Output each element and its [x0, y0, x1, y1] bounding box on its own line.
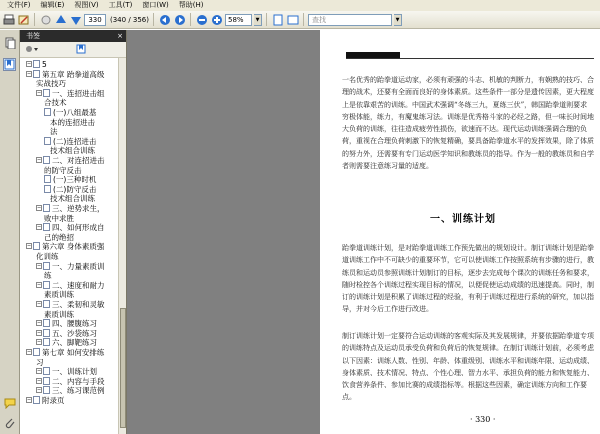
bookmark-item[interactable]	[36, 338, 97, 347]
bookmark-label: 实战技巧	[36, 79, 66, 89]
bookmark-item[interactable]	[36, 204, 105, 213]
panel-title: 书签	[26, 32, 40, 40]
expand-toggle-icon[interactable]: −	[37, 377, 42, 384]
bookmark-label: 第五章 跆拳道高级	[42, 69, 105, 79]
toolbar-separator	[34, 13, 35, 26]
bookmark-label: 第七章 如何安排练	[42, 348, 105, 357]
bookmark-label: (二)防守反击	[53, 184, 97, 194]
page-number-input[interactable]: 330	[84, 14, 106, 26]
pages-icon[interactable]	[3, 36, 16, 49]
menu-file[interactable]: 文件(F)	[7, 1, 31, 9]
expand-toggle-icon[interactable]: −	[27, 349, 32, 355]
bookmark-label: 四、腰腹练习	[52, 319, 97, 329]
fit-width-icon[interactable]	[286, 13, 299, 26]
zoom-dropdown-icon[interactable]: ▼	[254, 14, 262, 26]
bookmark-label: 二、速度和耐力	[52, 280, 105, 290]
bookmark-page-icon	[43, 329, 50, 337]
bookmark-label: 二、对连招进击	[52, 156, 105, 165]
bookmark-item[interactable]	[44, 166, 82, 175]
paragraph-1: 一名优秀的跆拳道运动家，必须有顽强的斗志、机敏的判断力，有娴熟的技巧、合理的战术，还要有全面而良好的身体素质。这些条件一部分是遗传因素，更大程度上是依靠艰苦的训练。中国武术强调“冬练三九，夏练三伏”，韩国跆拳道则要求穷极体能，练力，有魔鬼练习法。训练是优秀格斗家的必经之路，但一味长时间地大负荷的训练，往往造成疲劳性损伤，欲速而不达。现代运动训练强调合理的负荷，重视在合理负荷刺激下的恢复精确，要具备跆拳道水平的发挥效果，除了体质的努力外，还需要有专门运动医学知识和教练员的指导。作为一般的教练员和自学者则需要注意练习量的适度。	[342, 76, 594, 171]
bookmark-label: 练	[44, 271, 52, 281]
search-input[interactable]: 查找	[308, 14, 392, 26]
bookmark-item[interactable]	[36, 386, 105, 395]
bookmark-label: 5	[42, 60, 47, 69]
bookmark-tree	[20, 58, 126, 434]
toolbar-separator	[153, 13, 154, 26]
paragraph-2: 跆拳道训练计划，是对跆拳道训练工作预先做出的规划设计。制订训练计划是跆拳道训练工作中不可缺少的重要环节，它可以使训练工作按照系统有步骤的进行，教练员和运动员参照训练计划制订的目标，逐步去完成每个课次的训练任务和要求，随时检控各个训练过程实现目标的情况，以便促使运动成绩的迅速提高。同时，制订的训练计划是积累了训练过程的经验，有利于训练过程进行系统的研究，加以指导，并对今后工作进行改进。	[342, 244, 594, 314]
bookmark-item[interactable]	[50, 127, 58, 136]
bookmark-label: 二、内容与手段	[52, 376, 105, 386]
bookmark-label: 己的绝招	[44, 232, 74, 242]
close-panel-button[interactable]: ×	[117, 32, 123, 40]
bookmark-item[interactable]	[26, 396, 65, 405]
bookmark-page-icon	[43, 156, 50, 164]
bookmark-label: 法	[50, 127, 58, 137]
search-dropdown-icon[interactable]: ▼	[394, 14, 402, 26]
expand-toggle-icon[interactable]: −	[37, 329, 42, 336]
comments-icon[interactable]	[3, 396, 16, 409]
arrow-forward-icon[interactable]	[173, 13, 186, 26]
bookmark-item[interactable]	[36, 358, 44, 367]
bookmark-item[interactable]	[36, 262, 105, 271]
bookmark-item[interactable]	[44, 108, 96, 117]
expand-toggle-icon[interactable]: −	[37, 281, 42, 288]
bookmark-label: 四、如何形成自	[52, 223, 105, 233]
bookmark-label: (一)三种时机	[53, 175, 97, 185]
zoom-input[interactable]: 58%	[225, 14, 252, 26]
fit-page-icon[interactable]	[271, 13, 284, 26]
zoom-in-icon[interactable]	[210, 13, 223, 26]
page-count: (340 / 356)	[110, 15, 149, 24]
bookmark-item[interactable]	[26, 242, 104, 251]
bookmarks-panel	[20, 30, 127, 434]
running-header-line	[346, 58, 594, 59]
page-number: · 330 ·	[470, 415, 496, 424]
menu-tools[interactable]: 工具(T)	[108, 1, 133, 9]
bookmark-item[interactable]	[44, 233, 74, 242]
bookmark-item[interactable]	[36, 319, 97, 328]
bookmark-label: 三、逆势求生，	[52, 204, 105, 213]
bookmark-item[interactable]	[36, 281, 105, 290]
bookmark-page-icon	[43, 319, 50, 327]
expand-toggle-icon[interactable]: −	[37, 89, 42, 96]
bookmark-page-icon	[43, 367, 50, 375]
panel-header	[20, 30, 126, 42]
bookmark-label: 六、脚靶练习	[52, 338, 97, 348]
new-bookmark-icon[interactable]	[76, 44, 88, 56]
bookmark-item[interactable]	[44, 98, 67, 107]
bookmark-item[interactable]	[26, 70, 104, 79]
expand-toggle-icon[interactable]: −	[27, 397, 32, 403]
expand-toggle-icon[interactable]: −	[37, 387, 42, 394]
bookmark-page-icon	[43, 386, 50, 394]
bookmark-item[interactable]	[36, 300, 105, 309]
print-icon[interactable]	[2, 13, 15, 26]
menu-window[interactable]: 窗口(W)	[142, 1, 169, 9]
expand-toggle-icon[interactable]: −	[37, 339, 42, 346]
bookmark-label: 一、连招进击组	[52, 88, 105, 98]
menu-view[interactable]: 视图(V)	[74, 1, 99, 9]
expand-toggle-icon[interactable]: −	[37, 157, 42, 163]
bookmark-item[interactable]	[26, 60, 47, 69]
menu-help[interactable]: 帮助(H)	[178, 1, 204, 9]
bookmark-label: 的防守反击	[44, 165, 82, 175]
bookmark-label: 一、训练计划	[52, 367, 97, 377]
expand-toggle-icon[interactable]: −	[37, 301, 42, 307]
arrow-back-icon[interactable]	[158, 13, 171, 26]
document-background	[127, 30, 320, 434]
bookmark-page-icon	[43, 300, 50, 308]
toolbar-separator	[266, 13, 267, 26]
scrollbar-thumb[interactable]	[120, 308, 126, 428]
toolbar	[0, 11, 600, 29]
panel-scrollbar[interactable]	[118, 58, 126, 434]
expand-toggle-icon[interactable]: −	[37, 205, 42, 211]
bookmark-item[interactable]	[36, 329, 97, 338]
hand-icon[interactable]	[39, 13, 52, 26]
bookmark-item[interactable]	[44, 290, 74, 299]
bookmark-item[interactable]	[44, 185, 96, 194]
panel-toolbar	[20, 42, 126, 58]
expand-toggle-icon[interactable]: −	[37, 262, 42, 269]
bookmark-label: 素质训练	[44, 290, 74, 300]
bookmark-label: (二)连招进击	[53, 136, 97, 146]
bookmarks-icon[interactable]	[3, 58, 16, 71]
bookmark-page-icon	[44, 108, 51, 116]
bookmark-label: 素质训练	[44, 309, 74, 319]
bookmark-page-icon	[43, 223, 50, 231]
toolbar-separator	[303, 13, 304, 26]
edit-icon[interactable]	[17, 13, 30, 26]
bookmark-label: 三、练习课范例	[52, 386, 105, 396]
bookmark-item[interactable]	[44, 271, 52, 280]
bookmark-item[interactable]	[36, 377, 105, 386]
paragraph-3: 制订训练计划一定要符合运动训练的客观实际及其发展规律，并要依据跆拳道专项的训练特点及运动员承受负荷和负荷后的恢复规律。在制订训练计划前，必须考虑以下因素：训练人数、性别、年龄、体重级别、训练水平和训练年限、运动成绩、身体素质、技术情况、特点、个性心理、智力水平、承担负荷的能力和恢复能力、饮食营养条件、参加比赛的成绩指标等。根据这些因素，确定训练方向和工作要点。	[342, 332, 594, 402]
bookmark-label: 化训练	[36, 252, 59, 261]
arrow-up-icon[interactable]	[54, 13, 67, 26]
bookmark-page-icon	[33, 60, 40, 68]
expand-toggle-icon[interactable]: −	[37, 368, 42, 375]
menu-bar	[0, 0, 600, 11]
bookmark-page-icon	[44, 185, 51, 193]
bookmark-page-icon	[33, 396, 40, 404]
bookmark-item[interactable]	[36, 223, 105, 232]
bookmark-label: 一、力量素质训	[52, 261, 105, 271]
menu-edit[interactable]: 编辑(E)	[40, 1, 65, 9]
bookmark-page-icon	[43, 377, 50, 385]
toolbar-separator	[190, 13, 191, 26]
bookmark-item[interactable]	[26, 348, 104, 357]
bookmark-item[interactable]	[36, 252, 59, 261]
bookmark-item[interactable]	[36, 367, 97, 376]
bookmark-page-icon	[43, 338, 50, 346]
bookmark-page-icon	[43, 262, 50, 270]
bookmark-label: 第六章 身体素质强	[42, 242, 105, 252]
bookmark-item[interactable]	[36, 89, 105, 98]
bookmark-item[interactable]	[50, 118, 95, 127]
bookmark-item[interactable]	[44, 310, 74, 319]
bookmark-page-icon	[43, 89, 50, 97]
bookmark-item[interactable]	[44, 175, 96, 184]
bookmark-label: 败中求胜	[44, 213, 74, 223]
bookmark-item[interactable]	[50, 146, 95, 155]
bookmark-label: 合技术	[44, 98, 67, 108]
bookmark-item[interactable]	[36, 79, 66, 88]
bookmark-page-icon	[33, 348, 40, 356]
expand-toggle-icon[interactable]: −	[27, 61, 32, 67]
bookmark-page-icon	[43, 281, 50, 289]
bookmark-label: 三、柔韧和灵敏	[52, 300, 105, 309]
bookmark-label: (一)八组最基	[53, 108, 97, 117]
bookmark-label: 技术组合训练	[50, 146, 95, 156]
bookmark-page-icon	[44, 175, 51, 183]
bookmark-label: 习	[36, 357, 44, 367]
options-icon[interactable]	[24, 44, 38, 56]
bookmark-label: 五、沙袋练习	[52, 328, 97, 338]
expand-toggle-icon[interactable]: −	[27, 70, 32, 77]
bookmark-item[interactable]	[44, 214, 74, 223]
bookmark-label: 技术组合训练	[50, 194, 95, 204]
bookmark-label: 附录页	[42, 396, 65, 405]
bookmark-item[interactable]	[36, 156, 105, 165]
bookmark-page-icon	[33, 242, 40, 250]
document-page	[320, 30, 600, 434]
bookmark-page-icon	[44, 137, 51, 145]
arrow-down-icon[interactable]	[69, 13, 82, 26]
expand-toggle-icon[interactable]: −	[37, 224, 42, 231]
bookmark-label: 本的连招进击	[50, 117, 95, 127]
zoom-out-icon[interactable]	[195, 13, 208, 26]
section-title: 一、训练计划	[430, 214, 496, 225]
attachment-icon[interactable]	[3, 416, 16, 429]
navigation-rail	[0, 30, 20, 434]
bookmark-page-icon	[43, 204, 50, 212]
bookmark-item[interactable]	[44, 137, 96, 146]
expand-toggle-icon[interactable]: −	[37, 320, 42, 327]
bookmark-item[interactable]	[50, 194, 95, 203]
expand-toggle-icon[interactable]: −	[27, 243, 32, 250]
bookmark-page-icon	[33, 70, 40, 78]
